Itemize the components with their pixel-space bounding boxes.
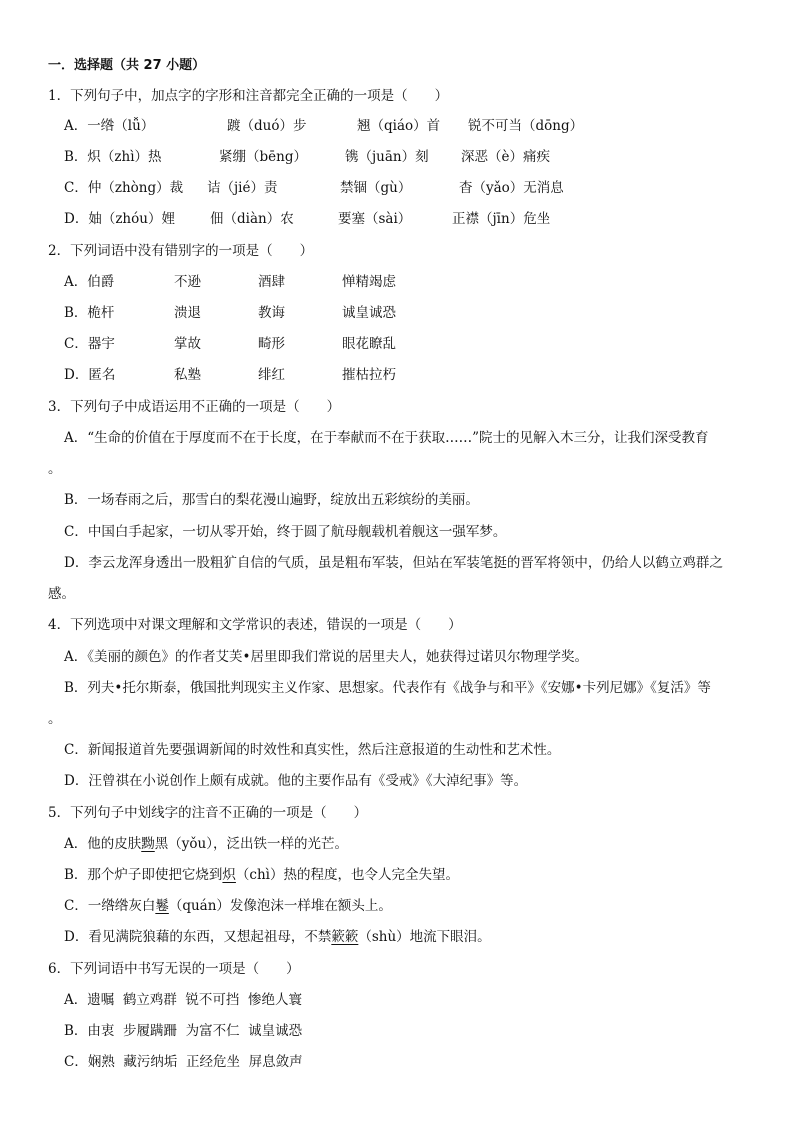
- question-3-stem: 3．下列句子中成语运用不正确的一项是（ ）: [48, 399, 341, 415]
- question-4-option-b-continued: 。: [48, 711, 62, 727]
- underlined-char: 鬈: [155, 898, 169, 914]
- question-3-option-d[interactable]: D．李云龙浑身透出一股粗犷自信的气质，虽是粗布军装，但站在军装笔挺的晋军将领中，仍给人以鹤立鸡群之: [64, 555, 723, 571]
- question-4-option-d[interactable]: D．汪曾祺在小说创作上颇有成就。他的主要作品有《受戒》《大淖纪事》等。: [64, 773, 528, 789]
- option-item: C．仲（zhòng）裁: [64, 180, 184, 196]
- option-item: C．器宇: [64, 336, 115, 352]
- option-item: 惮精竭虑: [342, 274, 396, 290]
- option-item: 禁锢（gù）: [340, 180, 412, 196]
- question-1-stem: 1．下列句子中，加点字的字形和注音都完全正确的一项是（ ）: [48, 88, 449, 104]
- option-text: （shù）地流下眼泪。: [358, 929, 491, 945]
- section-title: 一．选择题（共 27 小题）: [48, 58, 206, 73]
- option-item: 私塾: [174, 367, 201, 383]
- option-item: A．一绺（lǚ）: [64, 118, 155, 134]
- question-3-option-a[interactable]: A．“生命的价值在于厚度而不在于长度，在于奉献而不在于获取……”院士的见解入木三分，让我们深受教育: [64, 430, 709, 446]
- question-3-option-b[interactable]: B．一场春雨之后，那雪白的梨花漫山遍野，绽放出五彩缤纷的美丽。: [64, 492, 479, 508]
- option-item: 教诲: [258, 305, 285, 321]
- question-3-option-d-continued: 感。: [48, 586, 75, 602]
- question-6-option-c[interactable]: C．娴熟 藏污纳垢 正经危坐 屏息敛声: [64, 1054, 303, 1070]
- question-5-stem: 5．下列句子中划线字的注音不正确的一项是（ ）: [48, 805, 368, 821]
- question-4-option-a[interactable]: A．《美丽的颜色》的作者艾芙•居里即我们常说的居里夫人，她获得过诺贝尔物理学奖。: [64, 649, 588, 665]
- option-item: B．桅杆: [64, 305, 115, 321]
- question-5-option-d[interactable]: [64, 927, 491, 947]
- option-text: （quán）发像泡沫一样堆在额头上。: [168, 898, 392, 914]
- option-item: 眼花瞭乱: [342, 336, 396, 352]
- question-4-option-c[interactable]: C．新闻报道首先要强调新闻的时效性和真实性，然后注意报道的生动性和艺术性。: [64, 742, 561, 758]
- question-6-option-a[interactable]: A．遗嘱 鹤立鸡群 锐不可挡 惨绝人寰: [64, 992, 302, 1008]
- option-item: 踱（duó）步: [227, 118, 307, 134]
- option-item: 佃（diàn）农: [210, 211, 294, 227]
- question-2-stem: 2．下列词语中没有错别字的一项是（ ）: [48, 243, 314, 259]
- option-item: 酒肆: [258, 274, 285, 290]
- question-4-stem: 4．下列选项中对课文理解和文学常识的表述，错误的一项是（ ）: [48, 617, 462, 633]
- option-item: 畸形: [258, 336, 285, 352]
- question-3-option-c[interactable]: C．中国白手起家，一切从零开始，终于圆了航母舰载机着舰这一强军梦。: [64, 524, 507, 540]
- option-item: 掌故: [174, 336, 201, 352]
- option-item: D．妯（zhóu）娌: [64, 211, 175, 227]
- option-text: D．看见满院狼藉的东西，又想起祖母，不禁: [64, 929, 332, 945]
- option-item: 摧枯拉朽: [342, 367, 396, 383]
- option-text: 黑（yǒu），泛出铁一样的光芒。: [154, 836, 348, 852]
- question-5-option-b[interactable]: [64, 865, 459, 885]
- option-item: 正襟（jīn）危坐: [452, 211, 551, 227]
- option-item: 溃退: [174, 305, 201, 321]
- option-text: （chì）热的程度，也令人完全失望。: [235, 867, 459, 883]
- question-5-option-a[interactable]: [64, 834, 348, 854]
- underlined-char: 黝: [141, 836, 155, 852]
- option-text: C．一绺绺灰白: [64, 898, 156, 914]
- option-item: 紧绷（bēng）: [219, 149, 307, 165]
- question-5-option-c[interactable]: [64, 896, 392, 916]
- option-text: B．那个炉子即使把它烧到: [64, 867, 223, 883]
- option-item: A．伯爵: [64, 274, 115, 290]
- option-item: 杳（yǎo）无消息: [459, 180, 564, 196]
- option-item: 不逊: [174, 274, 201, 290]
- option-item: 锐不可当（dōng）: [468, 118, 584, 134]
- option-item: D．匿名: [64, 367, 116, 383]
- option-item: 镌（juān）刻: [345, 149, 429, 165]
- underlined-char: 簌簌: [331, 929, 359, 945]
- question-4-option-b[interactable]: B．列夫•托尔斯泰，俄国批判现实主义作家、思想家。代表作有《战争与和平》《安娜•卡列尼娜》《复活》等: [64, 680, 711, 696]
- question-6-stem: 6．下列词语中书写无误的一项是（ ）: [48, 961, 300, 977]
- option-text: A．他的皮肤: [64, 836, 142, 852]
- question-6-option-b[interactable]: B．由衷 步履蹒跚 为富不仁 诚皇诚恐: [64, 1023, 303, 1039]
- option-item: 深恶（è）痛疾: [461, 149, 550, 165]
- option-item: 绯红: [258, 367, 285, 383]
- option-item: 诚皇诚恐: [342, 305, 396, 321]
- option-item: 翘（qiáo）首: [357, 118, 441, 134]
- option-item: 要塞（sài）: [338, 211, 412, 227]
- underlined-char: 炽: [222, 867, 236, 883]
- question-3-option-a-continued: 。: [48, 461, 62, 477]
- option-item: B．炽（zhì）热: [64, 149, 162, 165]
- option-item: 诘（jié）责: [207, 180, 278, 196]
